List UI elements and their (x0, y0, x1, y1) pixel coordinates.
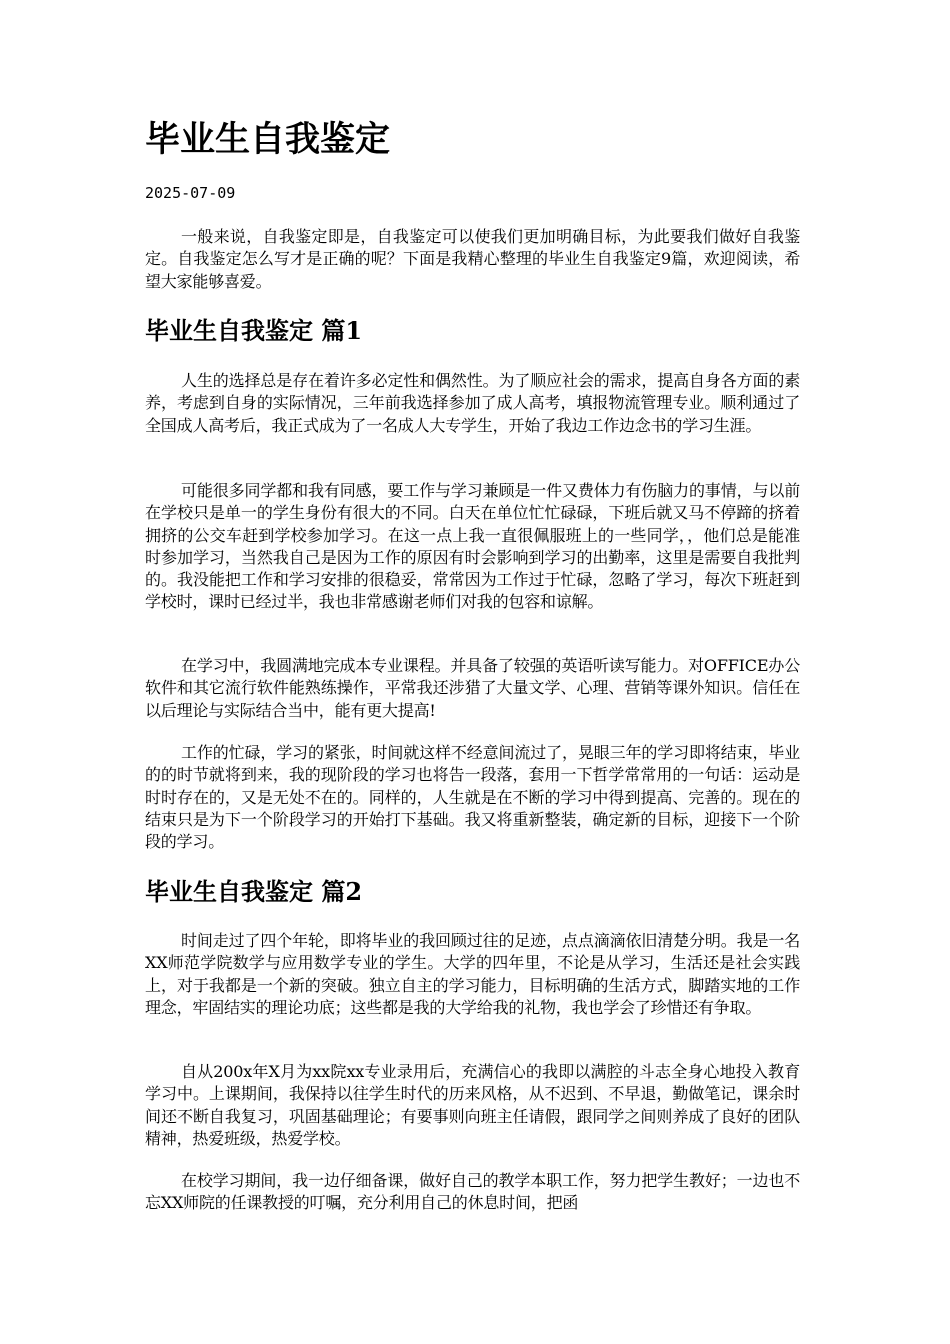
paragraph: 时间走过了四个年轮，即将毕业的我回顾过往的足迹，点点滴滴依旧清楚分明。我是一名XX师范学院数学与应用数学专业的学生。大学的四年里，不论是从学习，生活还是社会实践上，对于我都是一个新的突破。独立自主的学习能力，目标明确的生活方式，脚踏实地的工作理念，牢固结实的理论功底；这些都是我的大学给我的礼物，我也学会了珍惜还有争取。 (145, 931, 800, 1017)
paragraph: 自从200x年X月为xx院xx专业录用后，充满信心的我即以满腔的斗志全身心地投入教育学习中。上课期间，我保持以往学生时代的历来风格，从不迟到、不早退，勤做笔记，课余时间还不断自我复习，巩固基础理论；有要事则向班主任请假，跟同学之间则养成了良好的团队精神，热爱班级，热爱学校。 (145, 1062, 800, 1148)
section-2-paragraph-2 (145, 1061, 800, 1150)
section-heading: 毕业生自我鉴定 篇1 (145, 316, 363, 345)
section-heading: 毕业生自我鉴定 篇2 (145, 877, 363, 906)
section-1-paragraph-1 (145, 370, 800, 437)
paragraph: 在校学习期间，我一边仔细备课，做好自己的教学本职工作，努力把学生教好；一边也不忘XX师院的任课教授的叮嘱，充分利用自己的休息时间，把函 (145, 1171, 800, 1213)
paragraph: 人生的选择总是存在着许多必定性和偶然性。为了顺应社会的需求，提高自身各方面的素养，考虑到自身的实际情况，三年前我选择参加了成人高考，填报物流管理专业。顺利通过了全国成人高考后，我正式成为了一名成人大专学生，开始了我边工作边念书的学习生涯。 (145, 371, 800, 435)
section-1-paragraph-2 (145, 480, 800, 614)
document-title: 毕业生自我鉴定 (145, 119, 391, 160)
section-1-heading-block (145, 315, 800, 347)
section-1-paragraph-4 (145, 742, 800, 853)
document-date: 2025-07-09 (145, 184, 236, 202)
intro-paragraph: 一般来说，自我鉴定即是，自我鉴定可以使我们更加明确目标，为此要我们做好自我鉴定。自我鉴定怎么写才是正确的呢？下面是我精心整理的毕业生自我鉴定9篇，欢迎阅读，希望大家能够喜爱。 (145, 227, 800, 291)
section-2-heading-block (145, 876, 800, 908)
section-2-paragraph-3 (145, 1170, 800, 1215)
section-2-paragraph-1 (145, 930, 800, 1019)
intro-block (145, 226, 800, 293)
paragraph: 在学习中，我圆满地完成本专业课程。并具备了较强的英语听读写能力。对OFFICE办公软件和其它流行软件能熟练操作，平常我还涉猎了大量文学、心理、营销等课外知识。信任在以后理论与实际结合当中，能有更大提高! (145, 656, 800, 720)
section-1-paragraph-3 (145, 655, 800, 722)
paragraph: 可能很多同学都和我有同感，要工作与学习兼顾是一件又费体力有伤脑力的事情，与以前在学校只是单一的学生身份有很大的不同。白天在单位忙忙碌碌，下班后就又马不停蹄的挤着拥挤的公交车赶到学校参加学习。在这一点上我一直很佩服班上的一些同学，，他们总是能准时参加学习，当然我自己是因为工作的原因有时会影响到学习的出勤率，这里是需要自我批判的。我没能把工作和学习安排的很稳妥，常常因为工作过于忙碌，忽略了学习，每次下班赶到学校时，课时已经过半，我也非常感谢老师们对我的包容和谅解。 (145, 481, 800, 612)
paragraph: 工作的忙碌，学习的紧张，时间就这样不经意间流过了，晃眼三年的学习即将结束，毕业的的时节就将到来，我的现阶段的学习也将告一段落，套用一下哲学常常用的一句话：运动是时时存在的，又是无处不在的。同样的，人生就是在不断的学习中得到提高、完善的。现在的结束只是为下一个阶段学习的开始打下基础。我又将重新整装，确定新的目标，迎接下一个阶段的学习。 (145, 743, 800, 852)
